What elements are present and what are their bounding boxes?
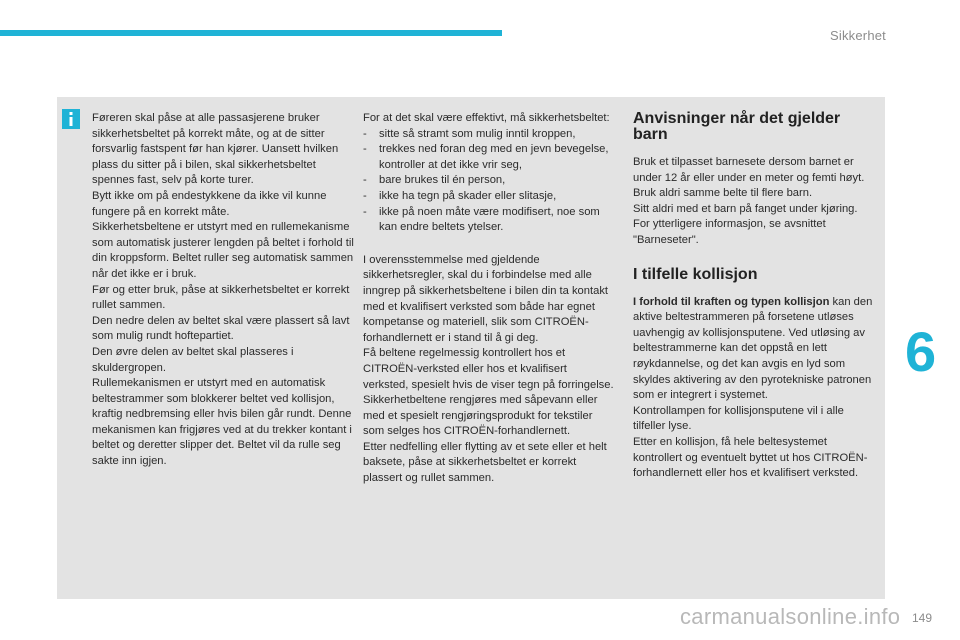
list-item: - ikke på noen måte være modifisert, noe som kan endre beltets ytelser. — [363, 205, 615, 236]
seatbelt-text-column — [92, 111, 354, 470]
page-number: 149 — [912, 611, 933, 625]
top-accent-bar — [0, 30, 502, 36]
collision-text — [633, 295, 877, 482]
chapter-number: 6 — [905, 320, 937, 383]
requirements-intro: For at det skal være effektivt, må sikkerhetsbeltet: — [363, 112, 610, 124]
children-heading: Anvisninger når det gjelder barn — [633, 110, 841, 143]
spacer — [363, 236, 615, 253]
seatbelt-general-text: Føreren skal påse at alle passasjerene bruker sikkerhetsbeltet på korrekt måte, og at de sitter forsvarlig fastspent før han kjører. Uansett hvilken plass du sitter på i bilen, skal sikkerhetsbeltet spennes fast, selv på korte turer. Bytt ikke om på endestykkene da ikke vil kunne fungere på en korrekt måte. Sikkerhetsbeltene er utstyrt med en rullemekanisme som automatisk justerer lengden på beltet i forhold til din kroppsform. Beltet ruller seg automatisk sammen når det ikke er i bruk. Før og etter bruk, påse at sikkerhetsbeltet er korrekt rullet sammen. Den nedre delen av beltet skal være plassert så lavt som mulig rundt hoftepartiet. Den øvre delen av beltet skal plasseres i skuldergropen. Rullemekanismen er utstyrt med en automatisk beltestrammer som blokkerer beltet ved kollisjon, kraftig nedbremsing eller hvis bilen går rundt. Denne mekanismen kan frigjøres ved at du trekker kontant i beltet og deretter slipper det. Beltet vil da rulle seg sakte inn igjen. — [92, 112, 354, 468]
collision-heading: I tilfelle kollisjon — [633, 265, 758, 283]
list-item: - bare brukes til én person, — [363, 173, 615, 189]
list-item: - sitte så stramt som mulig inntil kroppen, — [363, 127, 615, 143]
requirements-list — [363, 127, 615, 236]
seatbelt-requirements-column — [363, 111, 615, 487]
collision-body: kan den aktive beltestrammeren på forsetene utløses uavhengig av kollisjonsputene. Ved utløsing av beltestrammerne kan det oppstå en lett røykdannelse, og det kan avgis en lyd som skyldes aktivering av den pyrotekniske patronen som er integrert i systemet. Kontrollampen for kollisjonsputene vil i alle tilfeller lyse. Etter en kollisjon, få hele beltesystemet kontrollert og eventuelt byttet ut hos CITROËN-forhandlernett eller hos et kvalifisert verksted. — [633, 295, 873, 480]
maintenance-text: I overensstemmelse med gjeldende sikkerhetsregler, skal du i forbindelse med alle inngrep på sikkerhetsbeltene i bilen din ta kontakt med et kvalifisert verksted som både har egnet kompetanse og materiell, slik som CITROËN-forhandlernett er i stand til å gi deg. Få beltene regelmessig kontrollert hos et CITROËN-verksted eller hos et kvalifisert verksted, spesielt hvis de viser tegn på forringelse. Sikkerhetbeltene rengjøres med såpevann eller med et spesielt rengjøringsprodukt for tekstiler som selges hos CITROËN-forhandlernett. Etter nedfelling eller flytting av et sete eller et helt baksete, påse at sikkerhetsbeltet er korrekt plassert og rullet sammen. — [363, 253, 614, 485]
watermark-text: carmanualsonline.info — [680, 604, 901, 629]
collision-lead: I forhold til kraften og typen kollisjon — [633, 295, 830, 308]
children-collision-column — [633, 111, 877, 482]
info-icon — [62, 109, 80, 129]
children-text: Bruk et tilpasset barnesete dersom barnet er under 12 år eller under en meter og femti høyt. Bruk aldri samme belte til flere barn. Sitt aldri med et barn på fanget under kjøring. For ytterligere informasjon, se avsnittet "Barneseter". — [633, 156, 865, 246]
section-title: Sikkerhet — [830, 28, 886, 43]
list-item: - ikke ha tegn på skader eller slitasje, — [363, 189, 615, 205]
list-item: - trekkes ned foran deg med en jevn bevegelse, kontroller at det ikke vrir seg, — [363, 142, 615, 173]
